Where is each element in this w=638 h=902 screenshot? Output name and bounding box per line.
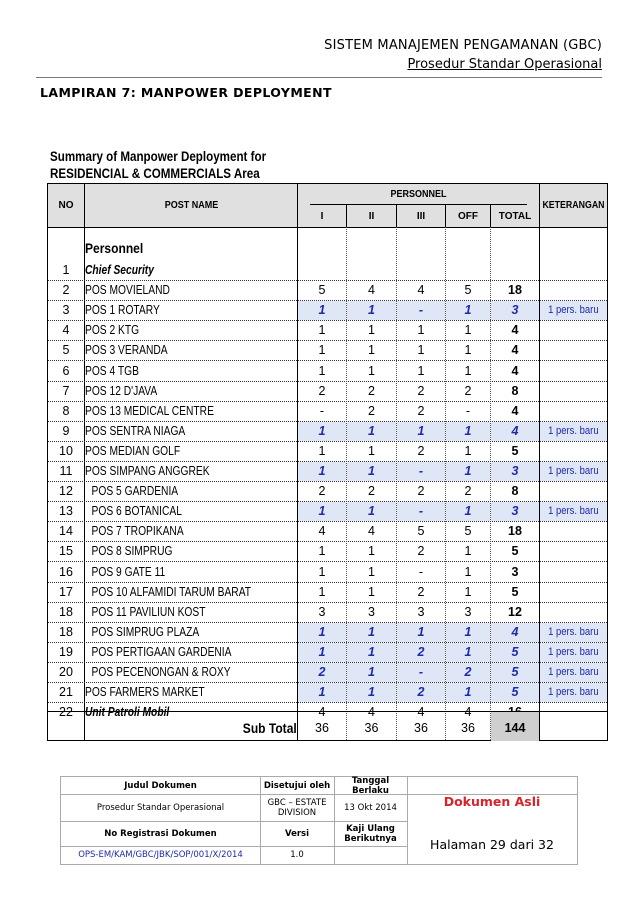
row-keterangan (540, 623, 607, 642)
row-total: 5 (511, 544, 519, 559)
row-keterangan (540, 442, 607, 461)
row-shift-2: 1 (347, 623, 396, 642)
table-row (48, 583, 607, 603)
row-shift-1: 4 (318, 524, 326, 539)
row-total: 5 (511, 443, 519, 458)
row-shift-3: 2 (417, 544, 425, 559)
table-row (48, 382, 607, 402)
summary-title (50, 148, 266, 182)
row-shift-1: 1 (318, 564, 326, 579)
row-shift-1: 1 (318, 443, 326, 458)
header-divider (36, 77, 602, 78)
row-shift-3: 2 (417, 484, 425, 499)
row-off: 1 (464, 343, 472, 358)
row-total: 18 (508, 524, 522, 539)
row-off: 5 (464, 283, 472, 298)
row-shift-2: 1 (368, 564, 375, 579)
table-row (48, 522, 607, 542)
table-row (48, 341, 607, 361)
row-shift-3: 1 (417, 363, 425, 378)
row-shift-2: 3 (368, 604, 375, 619)
header-total: TOTAL (498, 210, 532, 222)
row-number: 8 (62, 403, 70, 418)
table-row (48, 442, 607, 462)
row-shift-2: 1 (368, 443, 375, 458)
row-keterangan (540, 422, 607, 441)
row-off: 1 (446, 502, 490, 521)
row-number: 5 (62, 343, 70, 358)
footer-disetujui-value: GBC – ESTATE DIVISION (267, 797, 327, 818)
row-post-name (85, 643, 298, 662)
row-keterangan-text: 1 pers. baru (548, 424, 599, 437)
row-total: 8 (511, 484, 519, 499)
row-total: 4 (491, 422, 539, 441)
row-shift-3: 1 (417, 323, 425, 338)
row-post-name-text: POS FARMERS MARKET (85, 685, 205, 700)
header-keterangan: KETERANGAN (542, 200, 605, 211)
row-off: 1 (446, 643, 490, 662)
row-shift-1: 1 (298, 643, 346, 662)
row-off: 1 (464, 564, 472, 579)
header-shift-3: III (416, 210, 426, 222)
row-total: 4 (511, 323, 519, 338)
subtotal-off: 36 (461, 721, 475, 735)
row-post-name (85, 402, 298, 421)
row-post-name (85, 422, 298, 441)
row-total: 4 (511, 403, 519, 418)
subtotal-shift-2: 36 (364, 721, 379, 735)
row-post-name (85, 442, 298, 461)
row-total: 12 (508, 604, 522, 619)
row-shift-2: 2 (368, 403, 375, 418)
footer-versi-label: Versi (284, 828, 310, 839)
row-number: 12 (59, 484, 73, 499)
row-shift-2: 4 (368, 283, 375, 298)
row-keterangan-text: 1 pers. baru (548, 686, 599, 699)
footer-judul-label: Judul Dokumen (124, 780, 197, 791)
row-post-name (85, 542, 298, 561)
row-shift-3: 2 (397, 643, 445, 662)
row-post-name (85, 583, 298, 602)
row-number: 3 (62, 303, 70, 318)
footer-noreg-value: OPS-EM/KAM/GBC/JBK/SOP/001/X/2014 (78, 850, 243, 860)
row-shift-3: 2 (417, 383, 425, 398)
row-shift-2: 1 (347, 422, 396, 441)
row-post-name-text: POS 5 GARDENIA (91, 484, 179, 499)
table-header (48, 184, 607, 228)
row-keterangan (540, 683, 607, 702)
row-post-name (85, 341, 298, 360)
row-number: 7 (62, 383, 70, 398)
row-shift-1: 5 (318, 283, 326, 298)
row-total: 8 (511, 383, 519, 398)
row-post-name (85, 522, 298, 541)
row-post-name-text: POS PECENONGAN & ROXY (91, 665, 231, 679)
footer-disetujui-label: Disetujui oleh (263, 780, 331, 791)
row-shift-2: 1 (368, 343, 375, 358)
row-keterangan (540, 402, 607, 421)
summary-title-line2: RESIDENCIAL & COMMERCIALS Area (50, 166, 260, 181)
row-shift-1: 1 (298, 422, 346, 441)
row-post-name (85, 502, 298, 521)
row-shift-2: 1 (347, 663, 396, 682)
row-shift-2: 2 (368, 383, 375, 398)
row-total: 4 (491, 623, 539, 642)
row-shift-3: - (397, 502, 445, 521)
table-row (48, 402, 607, 422)
row-shift-2: 1 (368, 544, 375, 559)
document-control-footer (60, 776, 578, 865)
row-post-name-text: Unit Patroli Mobil (85, 705, 170, 720)
row-keterangan (540, 462, 607, 481)
header-personnel: PERSONNEL (310, 184, 527, 205)
row-shift-1: 1 (318, 323, 326, 338)
row-off: 1 (464, 544, 472, 559)
row-keterangan (540, 321, 607, 340)
subtotal-shift-1: 36 (315, 721, 329, 735)
row-shift-2: 1 (347, 462, 396, 481)
row-total: 4 (511, 363, 519, 378)
row-off: 1 (464, 443, 472, 458)
manpower-table (47, 183, 608, 741)
subtotal-label: Sub Total (243, 720, 297, 736)
row-keterangan (540, 382, 607, 401)
row-number: 14 (59, 524, 73, 539)
row-post-name-text: POS 11 PAVILIUN KOST (91, 604, 206, 619)
row-shift-3: 4 (417, 283, 425, 298)
row-off: 1 (464, 363, 472, 378)
table-row (48, 301, 607, 321)
row-shift-1: 4 (318, 705, 326, 720)
row-off: 1 (446, 623, 490, 642)
row-shift-1: 1 (298, 683, 346, 702)
row-keterangan-text: 1 pers. baru (548, 465, 599, 477)
table-row (48, 362, 607, 382)
table-row (48, 643, 607, 663)
row-off: 2 (446, 663, 490, 682)
table-row (48, 623, 607, 643)
footer-tanggal-value: 13 Okt 2014 (344, 802, 397, 813)
row-shift-3: - (418, 564, 424, 579)
row-number: 15 (59, 544, 73, 559)
row-number: 18 (59, 604, 73, 619)
row-shift-2: 4 (368, 705, 375, 720)
row-total: 3 (511, 564, 519, 579)
row-post-name-text: POS 4 TGB (85, 363, 139, 378)
row-post-name-text: POS 7 TROPIKANA (91, 524, 184, 539)
row-number: 6 (62, 363, 70, 378)
row-total: 5 (511, 584, 519, 599)
row-shift-3: 2 (397, 683, 445, 702)
row-total (491, 261, 539, 280)
row-post-name-text: POS SIMPRUG PLAZA (91, 624, 200, 639)
footer-judul-value: Prosedur Standar Operasional (96, 802, 225, 813)
row-keterangan (540, 603, 607, 622)
row-keterangan (540, 341, 607, 360)
row-shift-1: 1 (318, 584, 326, 599)
row-shift-3: 4 (417, 705, 425, 720)
row-post-name (85, 663, 298, 682)
row-shift-1: 1 (318, 363, 326, 378)
header-off: OFF (458, 210, 478, 222)
row-shift-2: 1 (347, 301, 396, 320)
row-post-name-text: POS 8 SIMPRUG (91, 544, 173, 559)
row-post-name (85, 482, 298, 501)
row-shift-2: 2 (368, 484, 375, 499)
row-off (446, 261, 490, 280)
page-number: Halaman 29 dari 32 (430, 837, 554, 852)
row-shift-3 (397, 261, 445, 280)
row-keterangan (540, 301, 607, 320)
row-shift-2: 4 (368, 524, 375, 539)
row-keterangan (540, 522, 607, 541)
row-number: 16 (59, 564, 73, 579)
row-total: 3 (491, 502, 539, 521)
row-keterangan (540, 663, 607, 682)
header-shift-1: I (320, 210, 324, 222)
header-divider-1 (346, 205, 347, 227)
footer-versi-value: 1.0 (290, 850, 304, 860)
row-number: 13 (59, 504, 73, 519)
row-shift-3: 2 (417, 403, 425, 418)
table-row (48, 542, 607, 562)
row-shift-3: 3 (417, 604, 425, 619)
row-shift-1: 2 (298, 663, 346, 682)
table-row (48, 261, 607, 281)
table-row (48, 462, 607, 482)
row-number: 17 (59, 584, 73, 599)
row-off: 2 (464, 484, 472, 499)
row-shift-1: 1 (298, 301, 346, 320)
row-post-name-text: POS MOVIELAND (85, 283, 170, 298)
footer-noreg-label: No Registrasi Dokumen (104, 828, 217, 839)
row-post-name-text: POS SENTRA NIAGA (85, 423, 186, 438)
row-total: 5 (491, 683, 539, 702)
row-shift-3: 2 (417, 584, 425, 599)
header-divider-4 (490, 205, 491, 227)
row-shift-1: 1 (318, 544, 326, 559)
row-post-name (85, 563, 298, 582)
row-post-name-text: POS 6 BOTANICAL (91, 504, 182, 519)
row-shift-3: - (397, 301, 445, 320)
row-shift-3: 5 (417, 524, 425, 539)
row-shift-3: 1 (397, 422, 445, 441)
row-shift-1: - (319, 403, 325, 418)
section-personnel-label: Personnel (85, 240, 144, 256)
row-number: 19 (59, 644, 73, 659)
header-no: NO (58, 200, 74, 211)
row-post-name (85, 321, 298, 340)
row-off: 5 (464, 524, 472, 539)
row-post-name-text: POS 12 D'JAVA (85, 383, 158, 398)
table-row (48, 482, 607, 502)
row-off: 2 (464, 383, 472, 398)
row-keterangan-text: 1 pers. baru (548, 645, 599, 658)
row-post-name-text: POS PERTIGAAN GARDENIA (91, 644, 232, 659)
header-shift-2: II (368, 210, 375, 222)
row-shift-1: 1 (298, 502, 346, 521)
row-shift-2: 1 (347, 683, 396, 702)
row-number: 9 (62, 423, 70, 438)
row-post-name-text: POS 3 VERANDA (85, 343, 168, 358)
subtotal-total: 144 (504, 721, 526, 735)
row-total: 5 (491, 663, 539, 682)
row-post-name (85, 462, 298, 481)
document-subtitle: Prosedur Standar Operasional (407, 57, 602, 72)
row-number: 10 (59, 443, 73, 458)
system-title: SISTEM MANAJEMEN PENGAMANAN (GBC) (324, 38, 602, 53)
row-number: 11 (59, 464, 73, 478)
row-keterangan-text: 1 pers. baru (548, 505, 599, 518)
row-number: 2 (62, 283, 70, 298)
row-shift-1: 1 (298, 623, 346, 642)
row-post-name (85, 281, 298, 300)
subtotal-row (48, 711, 607, 741)
row-post-name-text: POS SIMPANG ANGGREK (85, 464, 210, 478)
appendix-title: LAMPIRAN 7: MANPOWER DEPLOYMENT (40, 85, 332, 100)
document-status: Dokumen Asli (443, 793, 541, 809)
row-post-name-text: POS MEDIAN GOLF (85, 443, 181, 458)
row-shift-1: 1 (318, 343, 326, 358)
row-keterangan (540, 583, 607, 602)
row-post-name-text: POS 10 ALFAMIDI TARUM BARAT (91, 584, 252, 599)
row-shift-3: 1 (417, 343, 425, 358)
row-shift-2: 1 (368, 363, 375, 378)
row-number: 1 (62, 263, 70, 277)
row-shift-2: 1 (347, 502, 396, 521)
row-keterangan (540, 542, 607, 561)
row-keterangan-text: 1 pers. baru (548, 666, 599, 678)
footer-tanggal-label: Tanggal Berlaku (351, 775, 390, 796)
table-row (48, 563, 607, 583)
row-off: 1 (446, 462, 490, 481)
row-off: 3 (464, 604, 472, 619)
table-row (48, 663, 607, 683)
table-row (48, 683, 607, 703)
row-post-name-text: POS 2 KTG (85, 323, 140, 338)
row-post-name (85, 362, 298, 381)
row-post-name (85, 301, 298, 320)
row-keterangan-text: 1 pers. baru (548, 304, 599, 317)
summary-title-line1: Summary of Manpower Deployment for (50, 149, 267, 164)
row-keterangan-text: 1 pers. baru (548, 625, 599, 638)
row-off: 1 (446, 422, 490, 441)
row-shift-1 (298, 261, 346, 280)
header-post-name: POST NAME (164, 200, 219, 211)
row-shift-1: 2 (318, 484, 326, 499)
row-total: 3 (491, 462, 539, 481)
row-post-name (85, 382, 298, 401)
row-post-name-text: POS 13 MEDICAL CENTRE (85, 403, 214, 418)
row-shift-3: - (397, 663, 445, 682)
row-total: 4 (511, 343, 519, 358)
row-off: 1 (446, 301, 490, 320)
row-total: 3 (491, 301, 539, 320)
row-keterangan (540, 563, 607, 582)
row-shift-1: 3 (318, 604, 326, 619)
table-row (48, 502, 607, 522)
row-post-name (85, 623, 298, 642)
row-number: 22 (59, 705, 73, 720)
header-divider-2 (396, 205, 397, 227)
row-total: 5 (491, 643, 539, 662)
row-keterangan (540, 362, 607, 381)
row-shift-1: 1 (298, 462, 346, 481)
table-row (48, 603, 607, 623)
row-number: 20 (59, 665, 73, 679)
row-shift-2 (347, 261, 396, 280)
row-shift-2: 1 (368, 323, 375, 338)
row-keterangan (540, 261, 607, 280)
row-keterangan (540, 281, 607, 300)
row-off: - (465, 403, 471, 418)
row-shift-3: 2 (417, 443, 425, 458)
footer-kaji-label: Kaji Ulang Berikutnya (344, 823, 397, 844)
row-total: 18 (508, 283, 522, 298)
row-shift-2: 1 (347, 643, 396, 662)
row-shift-3: 1 (397, 623, 445, 642)
row-post-name-text: POS 1 ROTARY (85, 303, 160, 318)
row-off: 4 (464, 705, 472, 720)
row-post-name (85, 683, 298, 702)
row-off: 1 (464, 584, 472, 599)
subtotal-shift-3: 36 (414, 721, 428, 735)
row-post-name-text: POS 9 GATE 11 (91, 564, 166, 579)
row-off: 1 (464, 323, 472, 338)
row-shift-1: 2 (318, 383, 326, 398)
row-post-name (85, 603, 298, 622)
row-number: 18 (59, 624, 73, 639)
row-shift-2: 1 (368, 584, 375, 599)
row-keterangan (540, 482, 607, 501)
row-post-name (85, 261, 298, 280)
row-keterangan (540, 643, 607, 662)
row-number: 4 (62, 323, 70, 338)
row-off: 1 (446, 683, 490, 702)
row-post-name-text: Chief Security (85, 263, 154, 277)
row-keterangan (540, 502, 607, 521)
table-row (48, 422, 607, 442)
row-shift-3: - (397, 462, 445, 481)
table-row (48, 281, 607, 301)
row-number: 21 (59, 685, 73, 700)
header-divider-3 (445, 205, 446, 227)
table-row (48, 321, 607, 341)
